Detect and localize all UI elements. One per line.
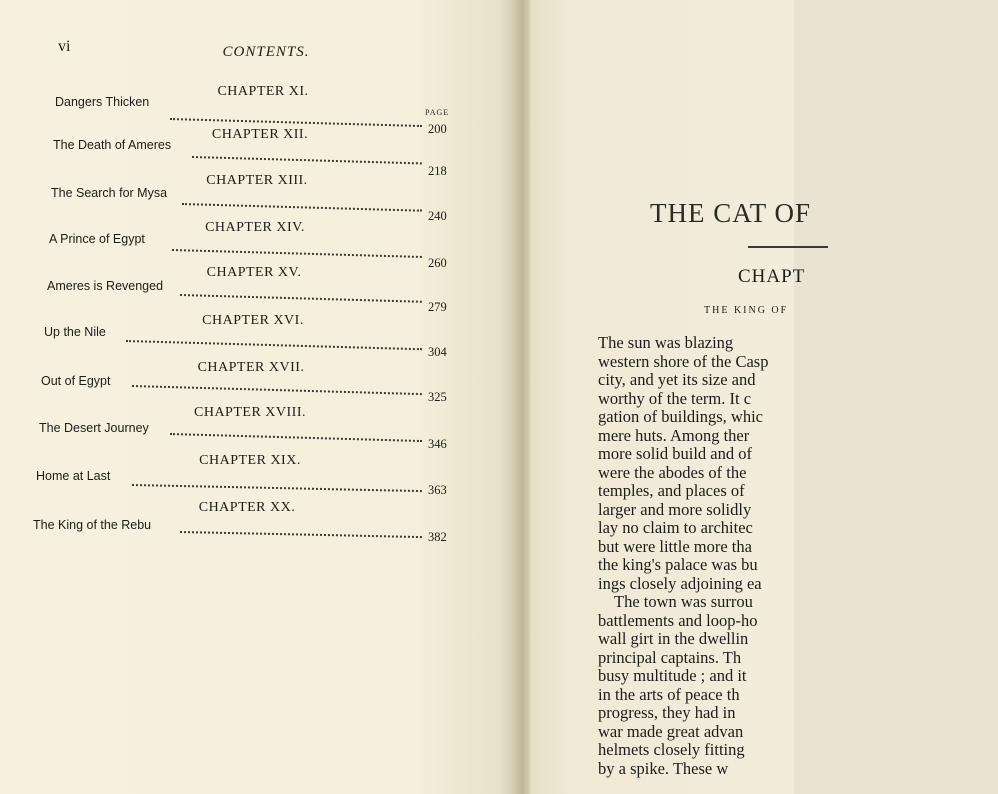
leader-dots bbox=[132, 484, 422, 492]
entry-title: Dangers Thicken bbox=[55, 95, 150, 109]
book-title: THE CAT OF bbox=[650, 198, 812, 228]
chapter-heading: CHAPTER XI. bbox=[217, 84, 309, 99]
entry-title: The Desert Journey bbox=[39, 421, 149, 435]
entry-page: 304 bbox=[428, 345, 447, 359]
body-line: wall girt in the dwellin bbox=[598, 629, 749, 648]
entry-page: 260 bbox=[428, 256, 447, 270]
body-line: principal captains. Th bbox=[598, 647, 742, 667]
body-line: larger and more solidly bbox=[598, 499, 752, 519]
chapter-body-text bbox=[598, 334, 998, 778]
entry-title: Up the Nile bbox=[44, 325, 106, 339]
page-number: vi bbox=[58, 38, 71, 55]
entry-title: Ameres is Revenged bbox=[47, 279, 164, 293]
entry-page: 382 bbox=[428, 530, 447, 544]
body-line: busy multitude ; and it bbox=[598, 666, 747, 685]
leader-dots bbox=[180, 294, 422, 303]
entry-page: 218 bbox=[428, 164, 447, 178]
leader-dots bbox=[182, 203, 422, 212]
contents-title bbox=[0, 44, 520, 61]
entry-title: The Search for Mysa bbox=[51, 186, 168, 200]
entry-title: The King of the Rebu bbox=[33, 518, 152, 532]
entry-page: 279 bbox=[428, 300, 447, 314]
leader-dots bbox=[180, 531, 422, 538]
body-line: worthy of the term. It c bbox=[598, 388, 752, 408]
body-line: were the abodes of the bbox=[598, 462, 747, 482]
entry-title: A Prince of Egypt bbox=[49, 232, 145, 246]
body-line: gation of buildings, whic bbox=[598, 407, 763, 426]
chapter-subtitle: THE KING OF bbox=[704, 305, 789, 316]
entry-title: The Death of Ameres bbox=[53, 138, 172, 152]
chapter-heading: CHAPTER XIV. bbox=[205, 220, 305, 235]
chapter-heading: CHAPTER XIX. bbox=[199, 453, 301, 468]
title-rule bbox=[748, 246, 828, 248]
body-line: city, and yet its size and bbox=[598, 370, 756, 389]
leader-dots bbox=[192, 156, 422, 164]
contents-title-text: CONTENTS. bbox=[222, 44, 310, 60]
entry-page: 346 bbox=[428, 437, 447, 451]
entry-page: 200 bbox=[428, 122, 447, 136]
body-line: The town was surrou bbox=[614, 592, 753, 611]
chapter-heading: CHAPTER XX. bbox=[198, 500, 296, 515]
leader-dots bbox=[132, 385, 422, 395]
entry-title: Out of Egypt bbox=[41, 374, 111, 388]
body-line: helmets closely fitting bbox=[598, 740, 745, 759]
page-column-label: PAGE bbox=[425, 108, 450, 117]
chapter-heading: CHAPTER XV. bbox=[206, 265, 302, 280]
body-line: mere huts. Among ther bbox=[598, 425, 750, 445]
chapter-heading: CHAPTER XVII. bbox=[197, 360, 305, 375]
entry-page: 363 bbox=[428, 483, 447, 497]
entry-title: Home at Last bbox=[36, 469, 111, 483]
body-line: The sun was blazing bbox=[598, 333, 734, 352]
chapter-label: CHAPT bbox=[738, 266, 806, 287]
body-line: more solid build and of bbox=[598, 444, 752, 463]
body-line: progress, they had in bbox=[598, 703, 736, 722]
leader-dots bbox=[170, 433, 422, 442]
chapter-heading: CHAPTER XIII. bbox=[206, 173, 308, 188]
body-line: by a spike. These w bbox=[598, 758, 729, 778]
chapter-heading: CHAPTER XII. bbox=[211, 127, 309, 142]
chapter-heading: CHAPTER XVI. bbox=[202, 313, 304, 328]
body-line: temples, and places of bbox=[598, 481, 745, 500]
body-line: war made great advan bbox=[598, 721, 744, 741]
body-line: ings closely adjoining ea bbox=[598, 573, 762, 593]
entry-page: 325 bbox=[428, 390, 447, 404]
body-line: battlements and loop-ho bbox=[598, 610, 758, 630]
body-line: western shore of the Casp bbox=[598, 351, 769, 371]
body-line: in the arts of peace th bbox=[598, 684, 740, 704]
leader-dots bbox=[172, 249, 422, 258]
leader-dots bbox=[126, 340, 422, 350]
leader-dots bbox=[170, 118, 422, 127]
body-line: the king's palace was bu bbox=[598, 555, 758, 574]
chapter-heading: CHAPTER XVIII. bbox=[194, 405, 306, 420]
body-line: lay no claim to architec bbox=[598, 518, 753, 537]
entry-page: 240 bbox=[428, 209, 447, 223]
chapter-page bbox=[530, 0, 812, 794]
body-line: but were little more tha bbox=[598, 536, 752, 556]
